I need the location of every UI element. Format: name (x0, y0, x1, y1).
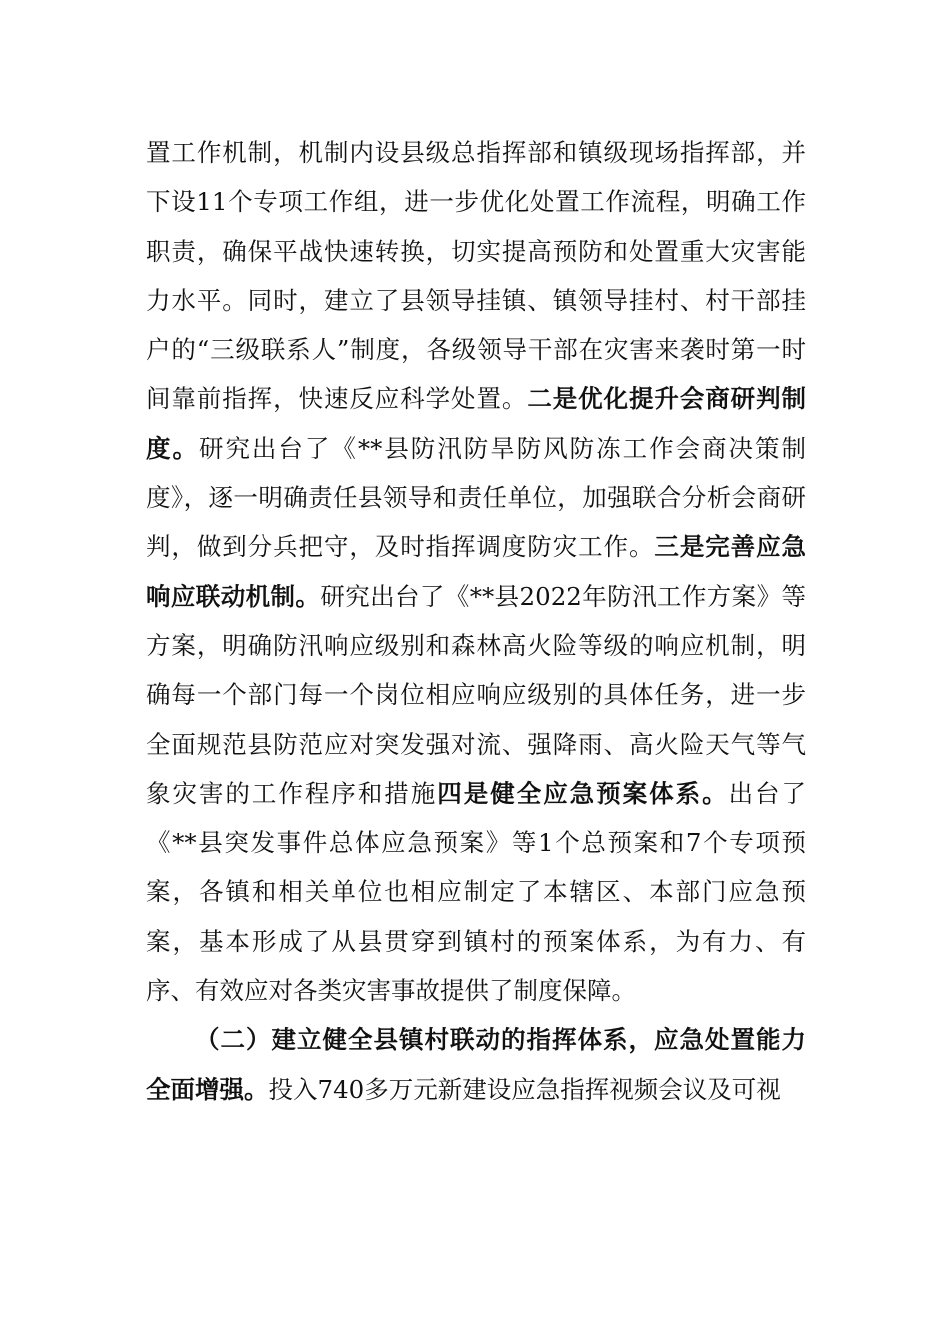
section-heading-2: （二）建立健全县镇村联动的指挥体系，应急处置能力全面增强。 (146, 1025, 806, 1104)
paragraph-1 (146, 128, 806, 1015)
document-body (146, 128, 806, 1114)
paragraph-1-run-6-bold: 四是健全应急预案体系。 (437, 778, 729, 808)
paragraph-1-run-7: 出台了《**县突发事件总体应急预案》等1个总预案和7个专项预案，各镇和相关单位也相应制定了本辖区、本部门应急预案，基本形成了从县贯穿到镇村的预案体系，为有力、有序、有效应对各类灾害事故提供了制度保障。 (146, 778, 807, 1006)
paragraph-1-run-4-bold: 三是完善应急响应联动机制。 (146, 532, 807, 611)
paragraph-1-run-5: 研究出台了《**县2022年防汛工作方案》等方案，明确防汛响应级别和森林高火险等级的响应机制，明确每一个部门每一个岗位相应响应级别的具体任务，进一步全面规范县防范应对突发强对流、强降雨、高火险天气等气象灾害的工作程序和措施 (146, 581, 806, 808)
paragraph-2-run-2: 投入740多万元新建设应急指挥视频会议及可视 (268, 1074, 781, 1104)
paragraph-1-run-2-bold: 二是优化提升会商研判制度。 (146, 384, 807, 463)
paragraph-1-run-1: 置工作机制，机制内设县级总指挥部和镇级现场指挥部，并下设11个专项工作组，进一步优化处置工作流程，明确工作职责，确保平战快速转换，切实提高预防和处置重大灾害能力水平。同时，建立了县领导挂镇、镇领导挂村、村干部挂户的“三级联系人”制度，各级领导干部在灾害来袭时第一时间靠前指挥，快速反应科学处置。 (146, 138, 806, 414)
paragraph-1-run-3: 研究出台了《**县防汛防旱防风防冻工作会商决策制度》，逐一明确责任县领导和责任单位，加强联合分析会商研判，做到分兵把守，及时指挥调度防灾工作。 (146, 433, 807, 562)
paragraph-2 (146, 1015, 806, 1114)
